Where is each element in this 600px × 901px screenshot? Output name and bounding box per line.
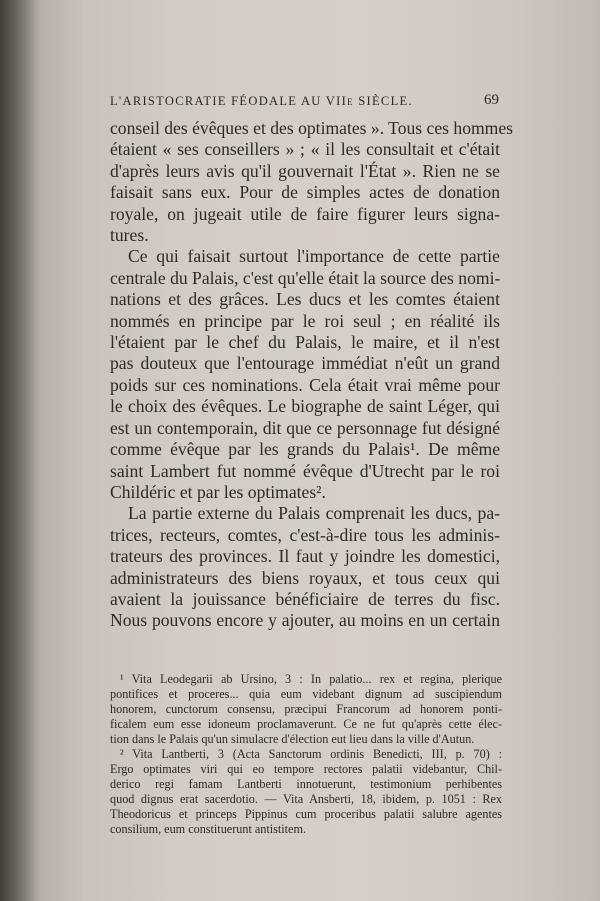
body-line: trateurs des provinces. Il faut y joindre les domestici, [110, 546, 500, 567]
body-line: poids sur ces nominations. Cela était vrai même pour [110, 374, 500, 395]
footnote-line: ¹ Vita Leodegarii ab Ursino, 3 : In palatio... rex et regina, plerique [120, 672, 502, 686]
page-number: 69 [484, 92, 499, 108]
body-line: le choix des évêques. Le biographe de saint Léger, qui [110, 396, 500, 417]
body-line: conseil des évêques et des optimates ». Tous ces hommes [110, 118, 514, 138]
page-gutter-shadow [0, 0, 40, 901]
body-line: d'après leurs avis qu'il gouvernait l'État ». Rien ne se [110, 160, 500, 181]
footnote-line: consilium, eum constituerunt antistitem. [110, 822, 306, 836]
body-line: saint Lambert fut nommé évêque d'Utrecht par le roi [110, 460, 500, 481]
body-line: comme évêque par les grands du Palais¹. De même [110, 439, 500, 460]
footnote-line: pontifices et proceres... quia eum videbant dignum ad suscipiendum [110, 687, 502, 701]
body-line: Nous pouvons encore y ajouter, au moins en un certain [110, 610, 500, 631]
footnotes [110, 672, 502, 837]
body-line: faisait sans eux. Pour de simples actes de donation [110, 182, 500, 203]
body-line: centrale du Palais, c'est qu'elle était la source des nomi- [110, 267, 501, 288]
body-line: La partie externe du Palais comprenait les ducs, pa- [128, 503, 500, 524]
body-line: Childéric et par les optimates². [110, 481, 326, 502]
footnote-line: honorem, cunctorum consensu, præcipui Francorum ad honorem ponti- [110, 702, 502, 716]
footnote-line: tion dans le Palais qu'un simulacre d'élection eut lieu dans la ville d'Autun. [110, 732, 475, 746]
running-head: L'ARISTOCRATIE FÉODALE AU VIIe SIÈCLE. [110, 94, 413, 108]
body-line: royale, on jugeait utile de faire figurer leurs signa- [110, 203, 500, 224]
footnote-line: ² Vita Lantberti, 3 (Acta Sanctorum ordinis Benedicti, III, p. 70) : [120, 747, 502, 761]
body-line: administrateurs des biens royaux, et tous ceux qui [110, 567, 500, 588]
footnote-line: ficalem eum esse idoneum proclamaverunt. Ce ne fut qu'après cette élec- [110, 717, 502, 731]
body-line: trices, recteurs, comtes, c'est-à-dire tous les adminis- [110, 524, 500, 545]
body-line: tures. [110, 225, 149, 246]
body-text [110, 118, 514, 632]
body-line: pas douteux que l'entourage immédiat n'eût un grand [110, 353, 500, 374]
footnote-line: quod dignus erat sacerdotio. — Vita Ansberti, 18, ibidem, p. 1051 : Rex [110, 792, 502, 806]
body-line: l'étaient par le chef du Palais, le maire, et il n'est [110, 332, 500, 353]
body-line: est un contemporain, dit que ce personnage fut désigné [110, 417, 500, 438]
body-line: nommés en principe par le roi seul ; en réalité ils [110, 310, 500, 331]
body-line: nations et des grâces. Les ducs et les comtes étaient [110, 289, 500, 310]
footnote-line: Ergo optimates viri qui eo tempore rectores palatii videbantur, Chil- [110, 762, 502, 776]
body-line: Ce qui faisait surtout l'importance de cette partie [128, 246, 500, 267]
footnote-line: derico regi famam Lantberti innotuerunt, testimonium perhibentes [110, 777, 502, 791]
body-line: avaient la jouissance bénéficiaire de terres du fisc. [110, 588, 500, 609]
body-line: étaient « ses conseillers » ; « il les consultait et c'était [110, 139, 500, 160]
footnote-line: Theodoricus et princeps Pippinus cum proceribus palatii salubre agentes [110, 807, 502, 821]
